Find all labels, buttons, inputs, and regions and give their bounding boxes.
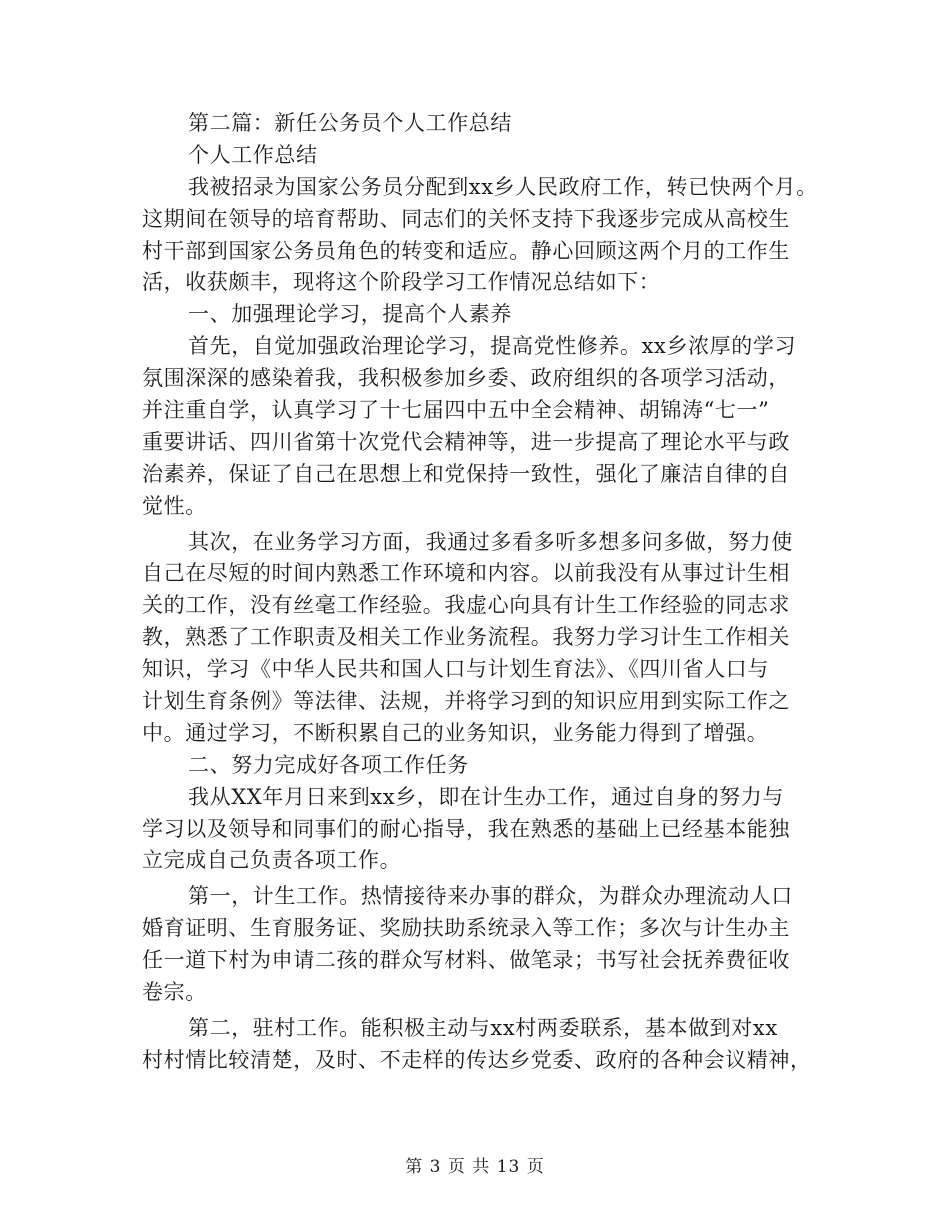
paragraph-line: 学习以及领导和同事们的耐心指导，我在熟悉的基础上已经基本能独 bbox=[142, 816, 790, 841]
paragraph-line: 其次，在业务学习方面，我通过多看多听多想多问多做，努力使 bbox=[188, 529, 793, 554]
paragraph-line: 中。通过学习，不断积累自己的业务知识，业务能力得到了增强。 bbox=[142, 720, 769, 745]
paragraph-line: 氛围深深的感染着我，我积极参加乡委、政府组织的各项学习活动， bbox=[142, 366, 790, 391]
paragraph-line: 关的工作，没有丝毫工作经验。我虚心向具有计生工作经验的同志求 bbox=[142, 593, 790, 618]
page-number-footer: 第 3 页 共 13 页 bbox=[405, 1157, 545, 1177]
paragraph-line: 自己在尽短的时间内熟悉工作环境和内容。以前我没有从事过计生相 bbox=[142, 561, 790, 586]
paragraph-line: 重要讲话、四川省第十次党代会精神等，进一步提高了理论水平与政 bbox=[142, 429, 790, 454]
paragraph-line: 婚育证明、生育服务证、奖励扶助系统录入等工作；多次与计生办主 bbox=[142, 916, 790, 941]
section-heading: 一、加强理论学习，提高个人素养 bbox=[188, 302, 512, 327]
paragraph-line: 第二，驻村工作。能积极主动与xx村两委联系，基本做到对xx bbox=[188, 1015, 778, 1040]
section-title: 第二篇：新任公务员个人工作总结 bbox=[188, 111, 512, 135]
document-body bbox=[142, 108, 822, 1077]
paragraph-line: 首先，自觉加强政治理论学习，提高党性修养。xx乡浓厚的学习 bbox=[188, 334, 797, 359]
paragraph-line: 这期间在领导的培育帮助、同志们的关怀支持下我逐步完成从高校生 bbox=[142, 206, 790, 231]
paragraph-line: 村干部到国家公务员角色的转变和适应。静心回顾这两个月的工作生 bbox=[142, 238, 790, 263]
paragraph-line: 立完成自己负责各项工作。 bbox=[142, 848, 402, 873]
paragraph-line: 第一，计生工作。热情接待来办事的群众，为群众办理流动人口 bbox=[188, 884, 793, 909]
paragraph-line: 我从XX年月日来到xx乡，即在计生办工作，通过自身的努力与 bbox=[188, 784, 784, 809]
paragraph-line: 任一道下村为申请二孩的群众写材料、做笔录；书写社会抚养费征收 bbox=[142, 948, 790, 973]
paragraph-line: 治素养，保证了自己在思想上和党保持一致性，强化了廉洁自律的自 bbox=[142, 461, 790, 486]
paragraph-line: 觉性。 bbox=[142, 493, 207, 518]
paragraph-line: 我被招录为国家公务员分配到xx乡人民政府工作，转已快两个月。 bbox=[188, 174, 818, 199]
paragraph-line: 村村情比较清楚，及时、不走样的传达乡党委、政府的各种会议精神， bbox=[142, 1047, 812, 1072]
paragraph-line: 教，熟悉了工作职责及相关工作业务流程。我努力学习计生工作相关 bbox=[142, 625, 790, 650]
document-subtitle: 个人工作总结 bbox=[188, 142, 318, 167]
paragraph-line: 活，收获颇丰，现将这个阶段学习工作情况总结如下： bbox=[142, 270, 661, 295]
paragraph-line: 并注重自学，认真学习了十七届四中五中全会精神、胡锦涛“七一” bbox=[142, 398, 770, 423]
section-heading: 二、努力完成好各项工作任务 bbox=[188, 752, 469, 777]
paragraph-line: 计划生育条例》等法律、法规，并将学习到的知识应用到实际工作之 bbox=[142, 689, 790, 714]
paragraph-line: 知识，学习《中华人民共和国人口与计划生育法》、《四川省人口与 bbox=[142, 657, 769, 682]
paragraph-line: 卷宗。 bbox=[142, 980, 207, 1005]
